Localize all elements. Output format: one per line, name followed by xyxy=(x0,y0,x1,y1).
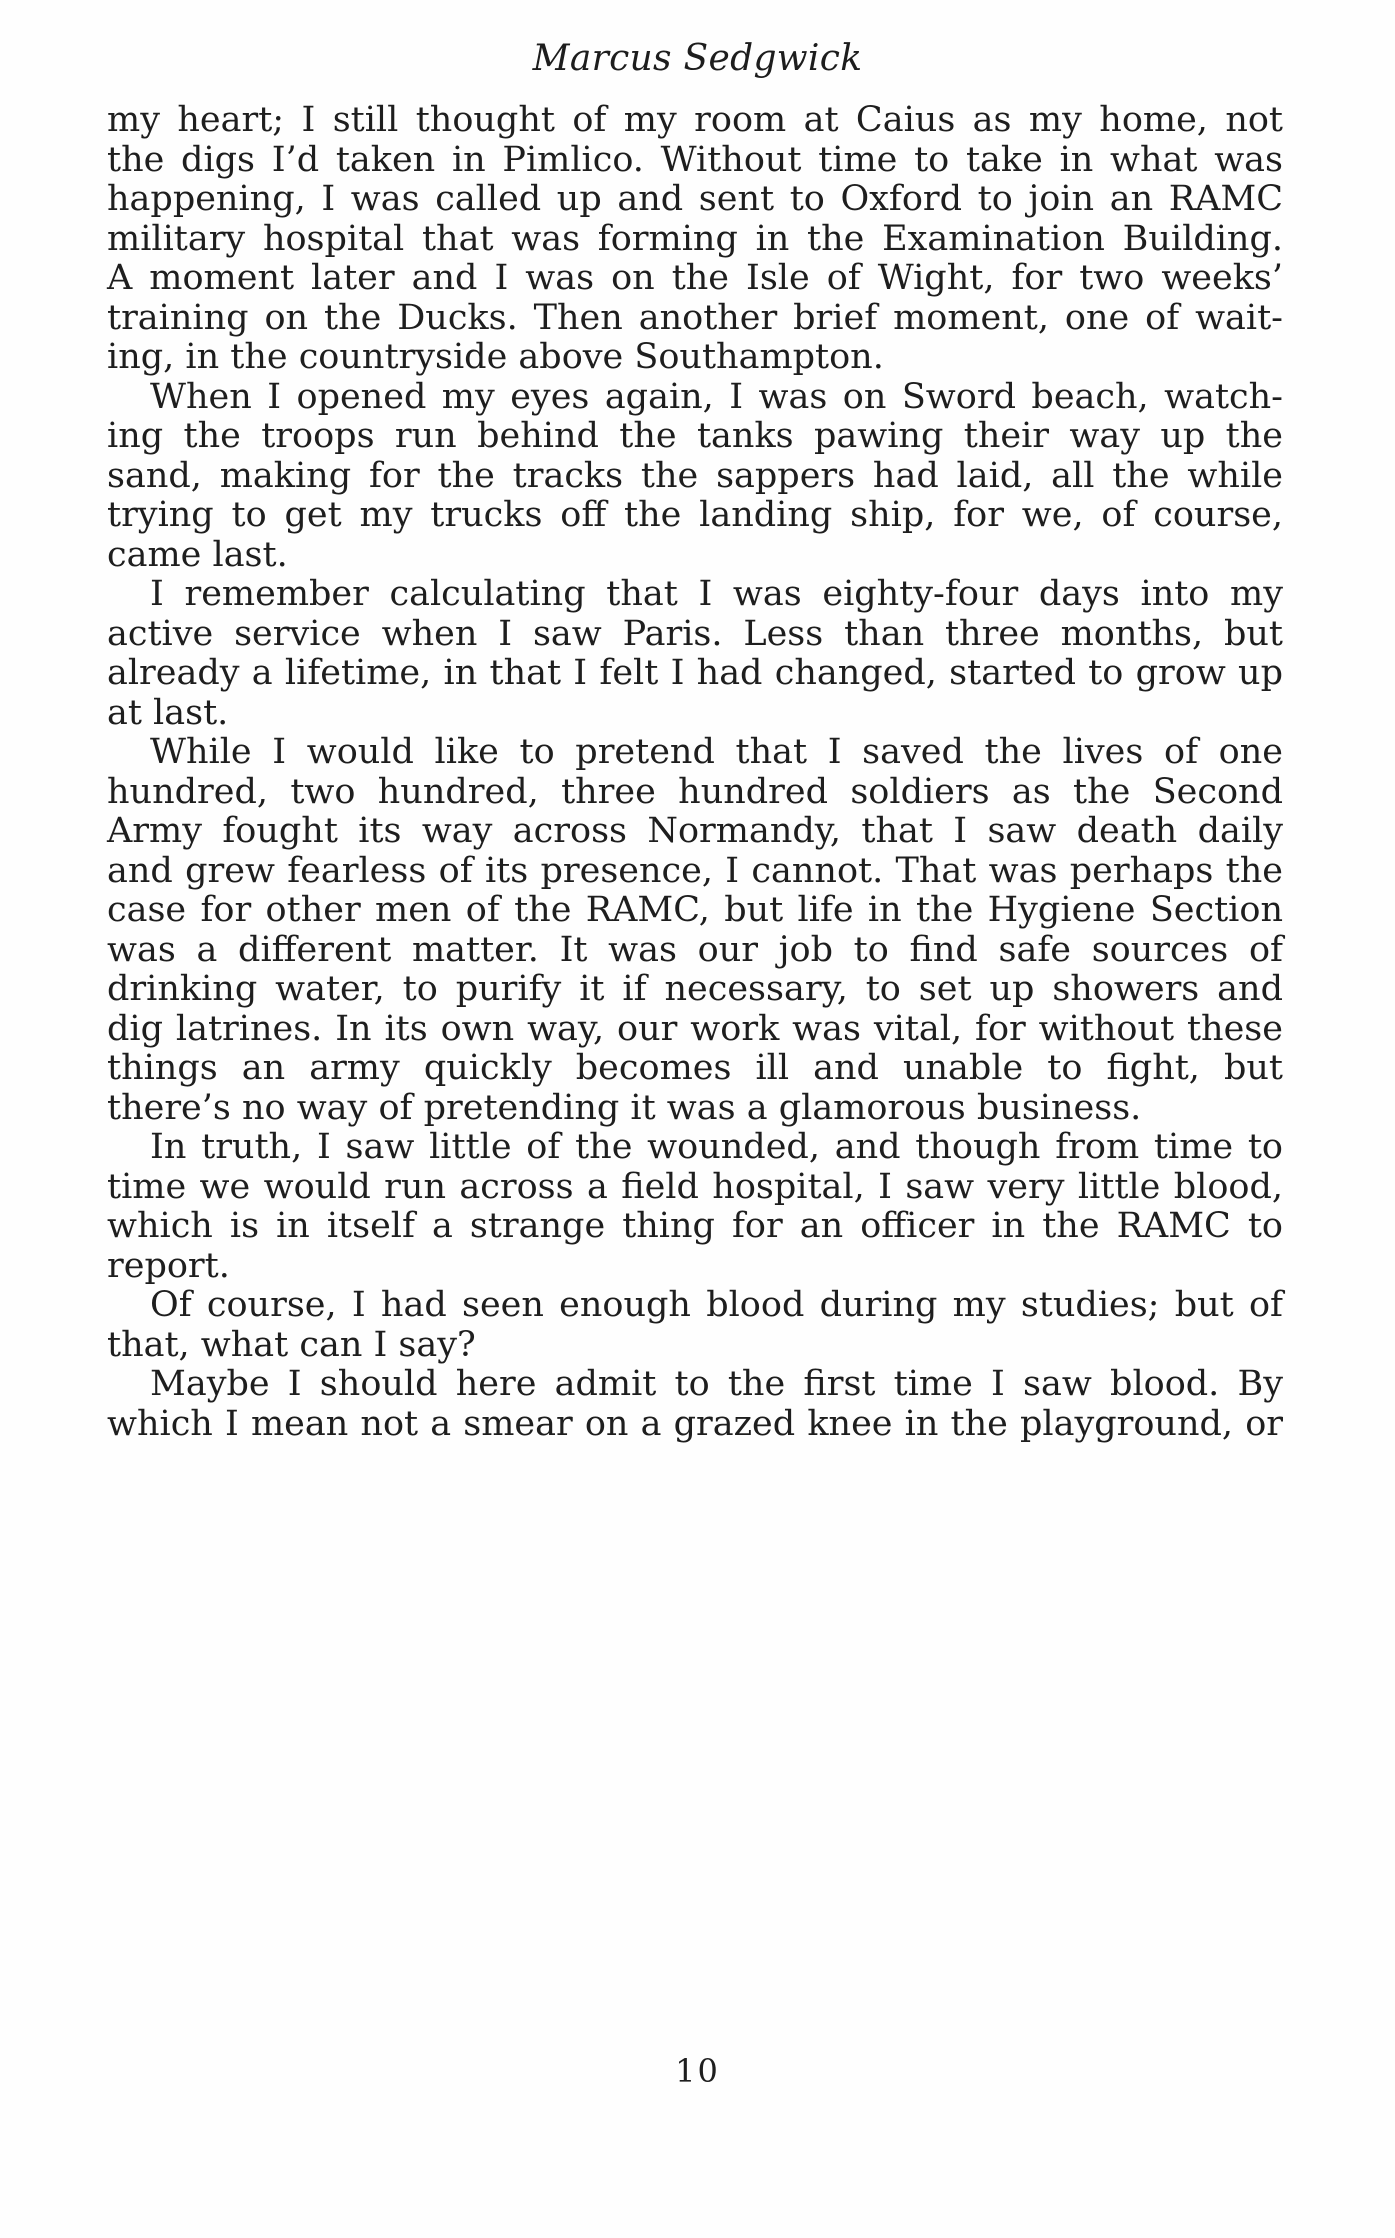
text-line-content: which is in itself a strange thing for an officer in the RAMC to xyxy=(107,1206,1283,1246)
text-line-content: military hospital that was forming in the Examination Building. xyxy=(107,218,1283,259)
text-line-content: sand, making for the tracks the sappers had laid, all the while xyxy=(107,455,1283,496)
text-line-content: came last. xyxy=(107,534,288,575)
text-line-content: hundred, two hundred, three hundred soldiers as the Second xyxy=(107,771,1283,812)
text-line-content: dig latrines. In its own way, our work was vital, for without these xyxy=(107,1008,1283,1049)
text-line-content: at last. xyxy=(107,692,229,733)
text-line-content: When I opened my eyes again, I was on Sword beach, watch- xyxy=(150,376,1283,417)
text-line-content: time we would run across a field hospital, I saw very little blood, xyxy=(107,1166,1283,1207)
text-line-content: Army fought its way across Normandy, that I saw death daily xyxy=(107,811,1283,851)
text-line-content: training on the Ducks. Then another brief moment, one of wait- xyxy=(107,297,1283,338)
text-line-content: While I would like to pretend that I saved the lives of one xyxy=(150,732,1283,772)
text-line-content: and grew fearless of its presence, I cannot. That was perhaps the xyxy=(107,850,1283,891)
text-line-content: A moment later and I was on the Isle of Wight, for two weeks’ xyxy=(107,258,1283,298)
text-line-content: that, what can I say? xyxy=(107,1324,476,1365)
text-line-content: case for other men of the RAMC, but life in the Hygiene Section xyxy=(107,890,1283,930)
text-line-content: things an army quickly becomes ill and unable to fight, but xyxy=(107,1048,1283,1088)
text-line-content: active service when I saw Paris. Less than three months, but xyxy=(107,613,1283,654)
running-head: Marcus Sedgwick xyxy=(532,38,863,79)
text-line-content: already a lifetime, in that I felt I had changed, started to grow up xyxy=(107,653,1283,693)
text-line-content: report. xyxy=(107,1245,230,1286)
text-line-content: there’s no way of pretending it was a glamorous business. xyxy=(107,1087,1142,1128)
text-line-content: was a different matter. It was our job to find safe sources of xyxy=(107,929,1283,970)
text-line-content: happening, I was called up and sent to Oxford to join an RAMC xyxy=(107,179,1283,219)
text-line-content: which I mean not a smear on a grazed knee in the playground, or xyxy=(107,1403,1283,1444)
text-line-content: the digs I’d taken in Pimlico. Without time to take in what was xyxy=(107,139,1283,180)
text-line-content: In truth, I saw little of the wounded, and though from time to xyxy=(150,1127,1283,1167)
text-line-content: Maybe I should here admit to the first time I saw blood. By xyxy=(150,1364,1283,1404)
text-line-content: ing, in the countryside above Southampton. xyxy=(107,337,884,377)
text-line-content: my heart; I still thought of my room at Caius as my home, not xyxy=(107,100,1283,140)
text-line-content: Of course, I had seen enough blood during my studies; but of xyxy=(150,1285,1283,1325)
text-line-content: drinking water, to purify it if necessary, to set up showers and xyxy=(107,969,1283,1009)
page-number: 10 xyxy=(675,2052,720,2090)
text-line-content: I remember calculating that I was eighty-four days into my xyxy=(150,574,1283,614)
text-line-content: ing the troops run behind the tanks pawing their way up the xyxy=(107,416,1283,456)
text-line-content: trying to get my trucks off the landing ship, for we, of course, xyxy=(107,495,1283,535)
